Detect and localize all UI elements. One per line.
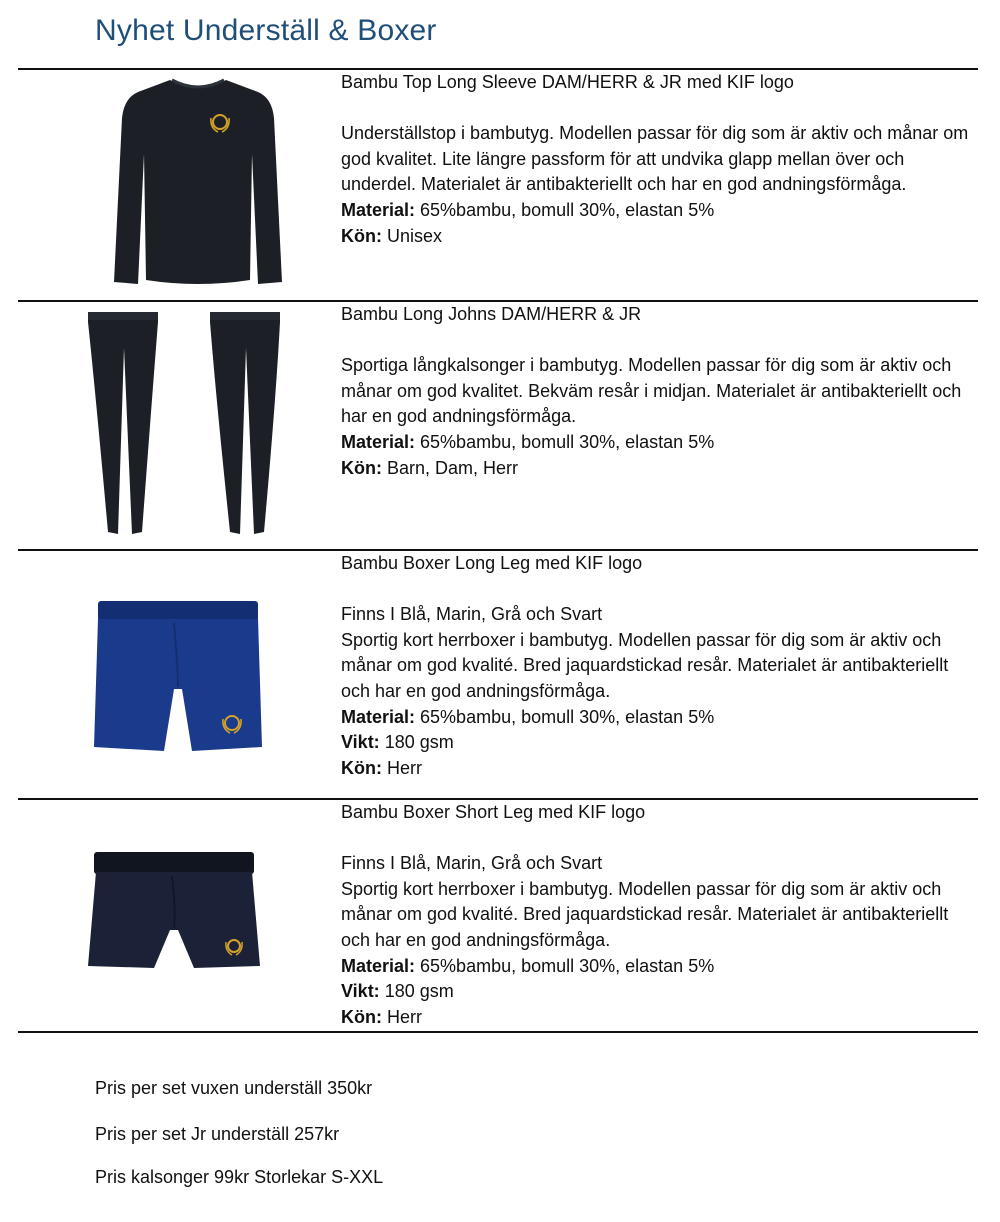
product-description: Underställstop i bambutyg. Modellen passar för dig som är aktiv och månar om god kvalitet. Lite längre passform för att undvika glapp mellan över och underdel. Materialet är antibakteriellt och har en god andningsförmåga. — [341, 123, 969, 195]
long-sleeve-top-icon — [108, 74, 288, 296]
product-image — [18, 551, 340, 797]
price-underwear: Pris kalsonger 99kr Storlekar S-XXL — [95, 1167, 384, 1187]
product-description: Sportig kort herrboxer i bambutyg. Modellen passar för dig som är aktiv och månar om god kvalité. Bred jaquardstickad resår. Materialet är antibakteriellt och har en god andningsförmåga. — [341, 629, 949, 701]
material-label: Material: — [341, 199, 416, 220]
gender-line — [341, 224, 971, 250]
product-description: Sportig kort herrboxer i bambutyg. Modellen passar för dig som är aktiv och månar om god kvalité. Bred jaquardstickad resår. Materialet är antibakteriellt och har en god andningsförmåga. — [341, 878, 949, 950]
material-value: 65%bambu, bomull 30%, elastan 5% — [415, 431, 715, 452]
gender-line — [341, 1005, 971, 1031]
gender-line — [341, 756, 971, 782]
product-row — [18, 302, 978, 548]
material-line — [341, 430, 971, 456]
gender-value: Herr — [381, 757, 422, 778]
gender-value: Barn, Dam, Herr — [381, 457, 519, 478]
product-name: Bambu Long Johns DAM/HERR & JR — [341, 304, 642, 324]
material-line — [341, 705, 971, 731]
product-row — [18, 551, 978, 797]
weight-value: 180 gsm — [379, 732, 454, 753]
weight-label: Vikt: — [341, 732, 380, 753]
material-value: 65%bambu, bomull 30%, elastan 5% — [415, 706, 715, 727]
weight-line — [341, 730, 971, 756]
weight-value: 180 gsm — [379, 981, 454, 1002]
product-colors: Finns I Blå, Marin, Grå och Svart — [341, 853, 603, 874]
page-title: Nyhet Underställ & Boxer — [95, 14, 437, 47]
gender-line — [341, 456, 971, 482]
material-label: Material: — [341, 431, 416, 452]
material-value: 65%bambu, bomull 30%, elastan 5% — [415, 955, 715, 976]
gender-value: Herr — [381, 1006, 422, 1027]
price-junior: Pris per set Jr underställ 257kr — [95, 1124, 340, 1144]
gender-value: Unisex — [381, 225, 443, 246]
material-line — [341, 198, 971, 224]
product-image — [18, 800, 340, 1030]
product-description: Sportiga långkalsonger i bambutyg. Modellen passar för dig som är aktiv och månar om god kvalitet. Bekväm resår i midjan. Materialet är antibakteriellt och har en god andningsförmåga. — [341, 355, 962, 427]
product-name: Bambu Top Long Sleeve DAM/HERR & JR med KIF logo — [341, 72, 794, 92]
gender-label: Kön: — [341, 225, 382, 246]
gender-label: Kön: — [341, 757, 382, 778]
weight-label: Vikt: — [341, 981, 380, 1002]
long-johns-icon — [80, 308, 300, 538]
boxer-short-leg-icon — [84, 850, 264, 972]
material-value: 65%bambu, bomull 30%, elastan 5% — [415, 199, 715, 220]
divider — [18, 1031, 978, 1033]
gender-label: Kön: — [341, 457, 382, 478]
material-label: Material: — [341, 955, 416, 976]
weight-line — [341, 979, 971, 1005]
product-colors: Finns I Blå, Marin, Grå och Svart — [341, 604, 603, 625]
product-name: Bambu Boxer Long Leg med KIF logo — [341, 553, 643, 573]
price-adult: Pris per set vuxen underställ 350kr — [95, 1078, 373, 1098]
product-image — [18, 70, 340, 300]
gender-label: Kön: — [341, 1006, 382, 1027]
material-label: Material: — [341, 706, 416, 727]
boxer-long-leg-icon — [92, 599, 264, 755]
product-image — [18, 302, 340, 548]
product-row — [18, 800, 978, 1030]
product-name: Bambu Boxer Short Leg med KIF logo — [341, 802, 646, 822]
material-line — [341, 954, 971, 980]
product-row — [18, 70, 978, 300]
